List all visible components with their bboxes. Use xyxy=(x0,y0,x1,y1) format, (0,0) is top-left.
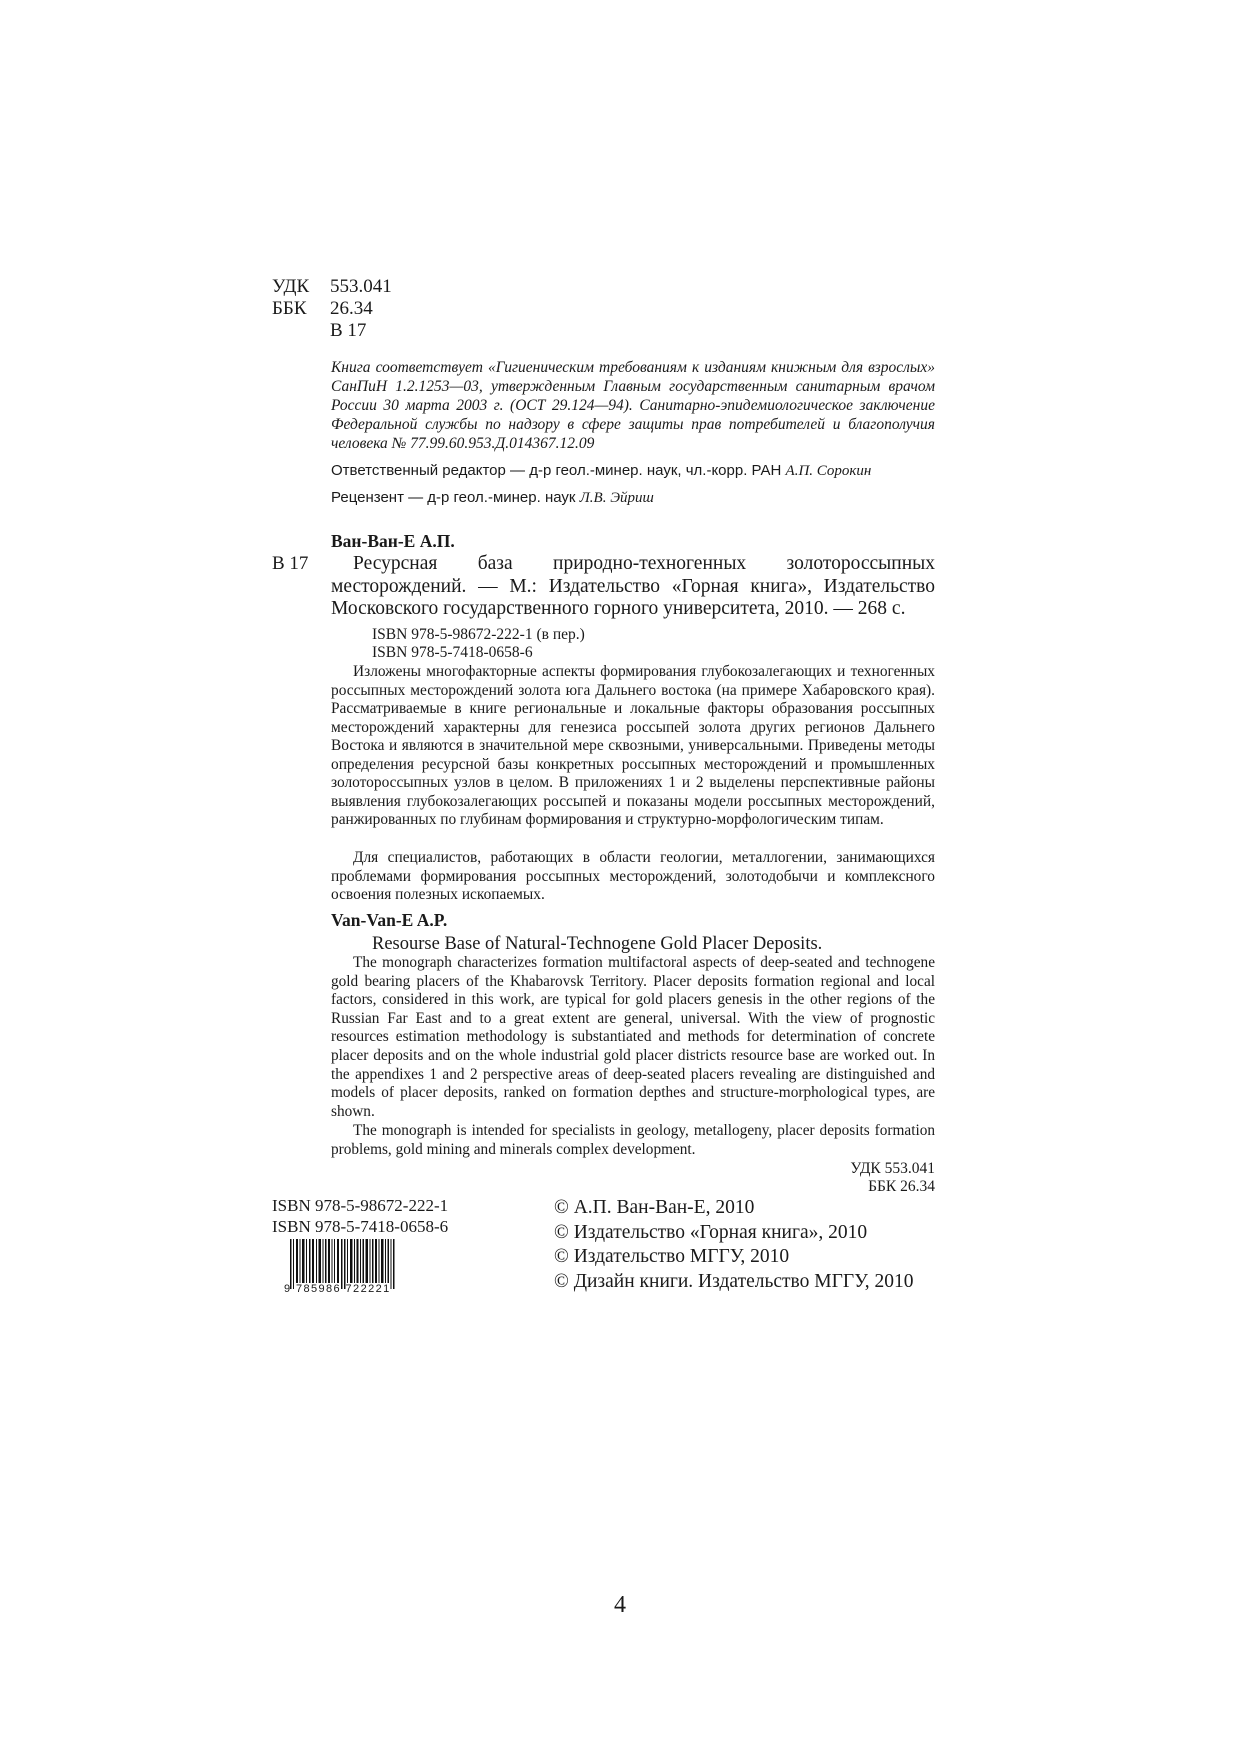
en-abstract-1: The monograph characterizes formation multifactoral aspects of deep-seated and technogene gold bearing placers of the Khabarovsk Territory. Placer deposits formation regional and local factors, considered in this work, are typical for gold placers genesis in the other regions of the Russian Far East and to a great extent are general, universal. With the view of prognostic resources estimation methodology is substantiated and methods for determination of concrete placer deposits and on the whole industrial gold placer districts resource base are worked out. In the appendixes 1 and 2 perspective areas of deep-seated placers revealing are distinguished and models of placer deposits, ranked on formation depthes and structure-morphological types, are shown. xyxy=(331,954,935,1120)
copyright-publisher: © Издательство «Горная книга», 2010 xyxy=(554,1221,868,1243)
page-number: 4 xyxy=(614,1592,626,1618)
hygiene-notice: Книга соответствует «Гигиеническим требованиям к изданиям книжным для взрослых» СанПиН 1.2.1253—03, утвержденным Главным государственным санитарным врачом России 30 марта 2003 г. (ОСТ 29.124—94). Санитарно-эпидемиологическое заключение Федеральной службы по надзору в сфере защиты прав потребителей и благополучия человека № 77.99.60.953.Д.014367.12.09 xyxy=(331,359,935,452)
copyright-author: © А.П. Ван-Ван-Е, 2010 xyxy=(554,1197,755,1218)
bbk-code xyxy=(272,298,373,319)
author-mark: В 17 xyxy=(330,320,367,341)
bottom-isbn-2: ISBN 978-5-7418-0658-6 xyxy=(272,1217,449,1236)
en-abstract-2: The monograph is intended for specialists in geology, metallogeny, placer deposits formation problems, gold mining and minerals complex development. xyxy=(331,1122,935,1158)
barcode-digits: 9 785986 722221 xyxy=(284,1283,391,1295)
copyright-design: © Дизайн книги. Издательство МГГУ, 2010 xyxy=(554,1270,914,1292)
ru-title: Ресурсная база природно-техногенных золотороссыпных месторождений. — М.: Издательство «Горная книга», Издательство Московского государственного горного университета, 2010. — 268 с. xyxy=(331,553,935,619)
isbn-barcode xyxy=(284,1239,414,1295)
reviewer-line xyxy=(331,488,951,508)
bottom-isbn-1: ISBN 978-5-98672-222-1 xyxy=(272,1196,449,1215)
author-mark-code xyxy=(272,320,366,341)
editor-name: А.П. Сорокин xyxy=(785,463,872,479)
en-title: Resourse Base of Natural-Technogene Gold Placer Deposits. xyxy=(372,934,823,954)
en-author: Van-Van-E A.P. xyxy=(331,910,448,930)
bbk-label: ББК xyxy=(272,298,307,319)
copyright-block xyxy=(554,1196,914,1294)
copyright-mggu: © Издательство МГГУ, 2010 xyxy=(554,1246,790,1267)
ru-isbn-1: ISBN 978-5-98672-222-1 (в пер.) xyxy=(372,626,585,643)
ru-author: Ван-Ван-Е А.П. xyxy=(331,531,455,551)
ru-abstract-2: Для специалистов, работающих в области геологии, металлогении, занимающихся проблемами формирования россыпных месторождений, золотодобычи и комплексного освоения полезных ископаемых. xyxy=(331,849,935,903)
editor-label: Ответственный редактор — д-р геол.-минер. наук, чл.-корр. РАН xyxy=(331,462,782,479)
reviewer-label: Рецензент — д-р геол.-минер. наук xyxy=(331,489,576,506)
ru-isbn-2: ISBN 978-5-7418-0658-6 xyxy=(372,644,533,661)
reviewer-name: Л.В. Эйриш xyxy=(579,490,654,506)
ru-abstract-1: Изложены многофакторные аспекты формирования глубокозалегающих и техногенных россыпных месторождений золота юга Дальнего востока (на примере Хабаровского края). Рассматриваемые в книге региональные и локальные факторы образования россыпных месторождений характерны для генезиса россыпей золота других регионов Дальнего Востока и являются в значительной мере сквозными, универсальными. Приведены методы определения ресурсной базы конкретных россыпных месторождений и промышленных золотороссыпных узлов в целом. В приложениях 1 и 2 выделены перспективные районы выявления глубокозалегающих россыпей и показаны модели россыпных месторождений, ранжированных по глубинам формирования и структурно-морфологическим типам. xyxy=(331,663,935,828)
udk-label: УДК xyxy=(272,276,310,297)
editor-line xyxy=(331,461,951,481)
en-bbk: ББК 26.34 xyxy=(868,1178,935,1195)
udk-code xyxy=(272,276,392,297)
bbk-value: 26.34 xyxy=(330,298,373,319)
udk-value: 553.041 xyxy=(330,276,392,297)
en-udk: УДК 553.041 xyxy=(850,1160,935,1177)
ru-mark: В 17 xyxy=(272,553,309,574)
